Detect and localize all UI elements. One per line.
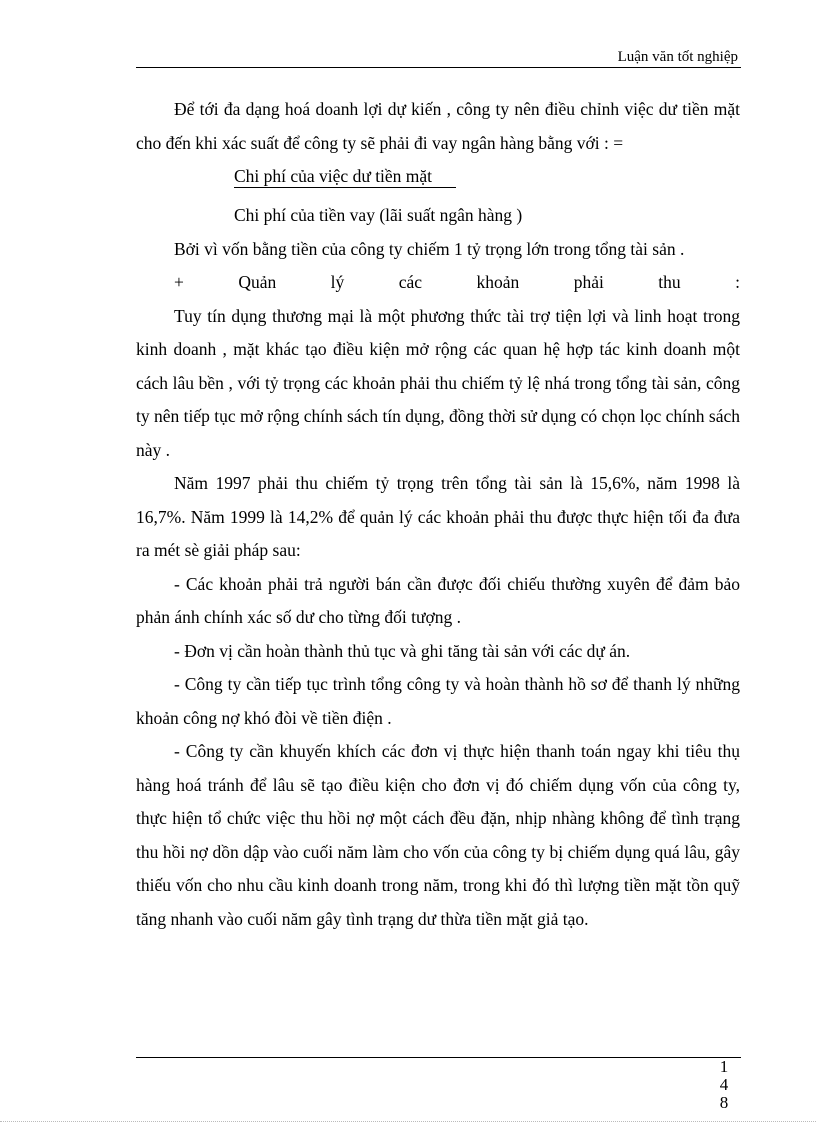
page-number-digit: 4 <box>719 1075 729 1094</box>
paragraph-intro: Để tới đa dạng hoá doanh lợi dự kiến , công ty nên điều chỉnh việc dư tiền mặt cho đến khi xác suất để công ty sẽ phải đi vay ngân hàng bằng với : = <box>136 99 740 153</box>
bullet-item: - Công ty cần tiếp tục trình tổng công ty và hoàn thành hồ sơ để thanh lý những khoản công nợ khó đòi về tiền điện . <box>136 674 740 728</box>
heading-word: khoản <box>476 272 520 292</box>
running-header: Luận văn tốt nghiệp <box>617 49 738 65</box>
section-heading <box>136 266 740 300</box>
heading-word: phải <box>573 272 604 292</box>
bullet-item: - Đơn vị cần hoàn thành thủ tục và ghi tăng tài sản với các dự án. <box>174 640 631 661</box>
bullet-item: - Các khoản phải trả người bán cần được đối chiếu thường xuyên để đảm bảo phản ánh chính xác số dư cho từng đối tượng . <box>136 573 740 627</box>
page-body <box>136 93 740 936</box>
heading-word: các <box>398 272 423 292</box>
formula-numerator: Chi phí của việc dư tiền mặt <box>234 165 456 188</box>
heading-word: lý <box>330 272 345 292</box>
page-number <box>718 1058 730 1112</box>
page-number-digit: 1 <box>719 1057 729 1076</box>
paragraph-statistics: Năm 1997 phải thu chiếm tỷ trọng trên tổng tài sản là 15,6%, năm 1998 là 16,7%. Năm 1999 là 14,2% để quản lý các khoản phải thu được thực hiện tối đa đưa ra mét sè giải pháp sau: <box>136 473 740 560</box>
page-number-digit: 8 <box>719 1093 729 1112</box>
bullet-item: - Công ty cần khuyến khích các đơn vị thực hiện thanh toán ngay khi tiêu thụ hàng hoá tránh để lâu sẽ tạo điều kiện cho đơn vị đó chiếm dụng vốn của công ty, thực hiện tổ chức việc thu hồi nợ một cách đều đặn, nhịp nhàng không để tình trạng thu hồi nợ dồn dập vào cuối năm làm cho vốn của công ty bị chiếm dụng quá lâu, gây thiếu vốn cho nhu cầu kinh doanh trong năm, trong khi đó thì lượng tiền mặt tồn quỹ tăng nhanh vào cuối năm gây tình trạng dư thừa tiền mặt giả tạo. <box>136 741 740 929</box>
formula <box>136 160 740 233</box>
heading-word: thu <box>658 272 681 292</box>
formula-denominator: Chi phí của tiền vay (lãi suất ngân hàng ) <box>234 205 523 225</box>
heading-word: : <box>735 272 740 292</box>
heading-word: Quản <box>238 272 277 292</box>
page-bottom-border <box>0 1121 816 1122</box>
footer-rule <box>136 1057 741 1058</box>
paragraph-reason: Bởi vì vốn bằng tiền của công ty chiếm 1 tỷ trọng lớn trong tổng tài sản . <box>174 238 685 259</box>
paragraph-credit: Tuy tín dụng thương mại là một phương thức tài trợ tiện lợi và linh hoạt trong kinh doanh , mặt khác tạo điều kiện mở rộng các quan hệ hợp tác kinh doanh một cách lâu bền , với tỷ trọng các khoản phải thu chiếm tỷ lệ nhá trong tổng tài sản, công ty nên tiếp tục mở rộng chính sách tín dụng, đồng thời sử dụng có chọn lọc chính sách này . <box>136 305 740 460</box>
header-rule <box>136 67 741 68</box>
heading-word: + <box>174 272 184 292</box>
